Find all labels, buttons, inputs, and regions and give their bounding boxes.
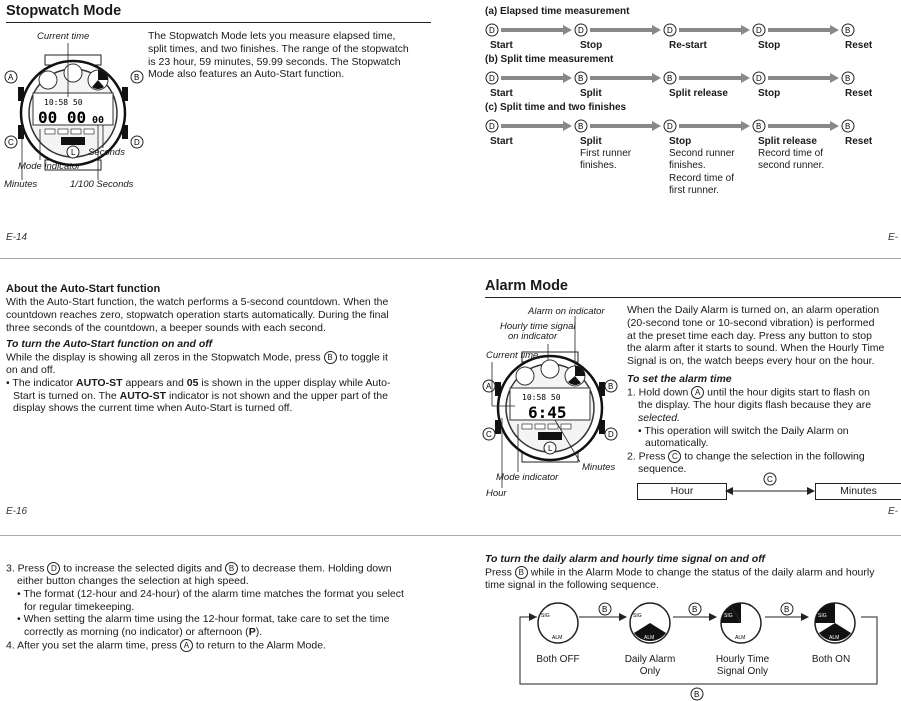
svg-text:SIG: SIG bbox=[724, 613, 733, 619]
sw-btn-c-label: C bbox=[8, 138, 14, 147]
flow-b-arrow-3 bbox=[679, 73, 750, 83]
flow-c-arrow-2 bbox=[590, 121, 661, 131]
dial-hourly-signal bbox=[721, 603, 761, 643]
flow-a-btn-label-1: D bbox=[489, 26, 495, 35]
svg-text:A: A bbox=[486, 382, 492, 391]
flow-b-arrow-2 bbox=[590, 73, 661, 83]
flow-c-arrow-4 bbox=[768, 121, 839, 131]
flow-b-step-4: Stop bbox=[758, 88, 781, 99]
flow-b-btn-label-4: D bbox=[756, 74, 762, 83]
alarm-title-rule bbox=[485, 297, 901, 298]
flow-c-btn-label-3: D bbox=[667, 122, 673, 131]
flow-c-arrow-1 bbox=[501, 121, 572, 131]
button-a-icon: A bbox=[691, 386, 704, 399]
alarm-label-hour: Hour bbox=[486, 488, 507, 499]
svg-text:ALM: ALM bbox=[644, 635, 655, 641]
flow-a-btn-label-5: B bbox=[845, 26, 851, 35]
alarm-label-alarm-on: Alarm on indicator bbox=[528, 306, 605, 317]
seq-minutes-box: Minutes bbox=[815, 483, 901, 500]
flow-c-step-2: Split First runner finishes. bbox=[580, 136, 632, 172]
autostart-subtitle: To turn the Auto-Start function on and off bbox=[6, 338, 213, 350]
flow-c-step-3: Stop Second runner finishes. Record time of first runner. bbox=[669, 136, 735, 196]
svg-text:SIG: SIG bbox=[633, 613, 642, 619]
button-b-icon: B bbox=[515, 566, 528, 579]
flow-b-step-3: Split release bbox=[669, 88, 728, 99]
alarm-set-steps: 1. Hold down A until the hour digits start to flash on the display. The hour digits flash because they are selected. • This operation will switch the Daily Alarm on automatically. 2. Press C to change the selection in the following sequence. bbox=[627, 386, 872, 476]
alarm-label-minutes: Minutes bbox=[582, 462, 616, 473]
autostart-instructions: While the display is showing all zeros in the Stopwatch Mode, press B to toggle it on and off. • The indicator AUTO-ST appears and 05 is shown in the upper display while Auto- Start is turned on. The AUTO-ST indicator is not shown and the upper part of the display shows the current time when Auto-Start is turned off. bbox=[6, 351, 391, 415]
svg-text:SIG: SIG bbox=[541, 613, 550, 619]
svg-text:ALM: ALM bbox=[829, 635, 840, 641]
alarm-display-top: 10:58 50 bbox=[522, 393, 561, 402]
button-b-icon: B bbox=[225, 562, 238, 575]
flow-b-step-1: Start bbox=[490, 88, 513, 99]
dial-both-on bbox=[815, 603, 855, 643]
flow-c-step-4: Split release Record time of second runner. bbox=[758, 136, 825, 172]
sw-display-small: 00 bbox=[92, 115, 105, 126]
button-d-icon: D bbox=[47, 562, 60, 575]
toggle-title: To turn the daily alarm and hourly time signal on and off bbox=[485, 553, 766, 565]
svg-text:B: B bbox=[602, 605, 608, 614]
sw-label-seconds: Seconds bbox=[88, 147, 125, 158]
page-divider-2 bbox=[0, 535, 901, 536]
alarm-label-hourly: Hourly time signal on indicator bbox=[500, 321, 576, 343]
flow-c-arrow-3 bbox=[679, 121, 750, 131]
state-label-3: Hourly Time Signal Only bbox=[715, 654, 770, 678]
flow-a-step-3: Re-start bbox=[669, 40, 707, 51]
flow-a-btn-label-2: D bbox=[578, 26, 584, 35]
sw-btn-a-label: A bbox=[8, 73, 14, 82]
alarm-label-current-time: Current time bbox=[486, 350, 539, 361]
flow-c-btn-label-1: D bbox=[489, 122, 495, 131]
title-rule bbox=[6, 22, 431, 23]
svg-text:L: L bbox=[548, 444, 553, 453]
flow-a-step-1: Start bbox=[490, 40, 513, 51]
flow-c-btn-label-5: B bbox=[845, 122, 851, 131]
svg-text:ALM: ALM bbox=[735, 635, 746, 641]
page-number-e-right-2: E- bbox=[888, 506, 898, 517]
svg-text:SIG: SIG bbox=[818, 613, 827, 619]
autostart-body: With the Auto-Start function, the watch performs a 5-second countdown. When the countdown reaches zero, stopwatch operation starts automatically. During the final three seconds of the countdown, a beeper sounds with each second. bbox=[6, 296, 389, 334]
flow-a-arrow-1 bbox=[501, 25, 572, 35]
flow-b-step-5: Reset bbox=[845, 88, 873, 99]
stopwatch-intro: The Stopwatch Mode lets you measure elapsed time, split times, and two finishes. The range of the stopwatch is 23 hour, 59 minutes, 59.99 seconds. The Stopwatch Mode also features an Auto-Start function. bbox=[148, 30, 409, 81]
toggle-body: Press B while in the Alarm Mode to change the status of the daily alarm and hourly time signal in the following sequence. bbox=[485, 566, 875, 592]
flow-a-btn-label-3: D bbox=[667, 26, 673, 35]
flow-a-arrow-2 bbox=[590, 25, 661, 35]
page-number-e14: E-14 bbox=[6, 232, 28, 243]
svg-text:B: B bbox=[692, 605, 698, 614]
flow-a-heading: (a) Elapsed time measurement bbox=[485, 6, 630, 17]
flow-c-heading: (c) Split time and two finishes bbox=[485, 102, 627, 113]
flow-b-heading: (b) Split time measurement bbox=[485, 54, 614, 65]
flow-a-step-2: Stop bbox=[580, 40, 603, 51]
flow-c-btn-label-2: B bbox=[578, 122, 584, 131]
page-divider-1 bbox=[0, 258, 901, 259]
flow-b-step-2: Split bbox=[580, 88, 602, 99]
svg-text:B: B bbox=[784, 605, 790, 614]
seq-hour-box: Hour bbox=[637, 483, 727, 500]
flow-b-btn-label-1: D bbox=[489, 74, 495, 83]
sw-display-main: 00 00 bbox=[38, 108, 87, 127]
flow-a-step-4: Stop bbox=[758, 40, 781, 51]
autostart-title: About the Auto-Start function bbox=[6, 283, 161, 295]
svg-text:D: D bbox=[608, 430, 614, 439]
flow-c-btn-label-4: B bbox=[756, 122, 762, 131]
stopwatch-title: Stopwatch Mode bbox=[6, 3, 122, 19]
seq-arrow bbox=[725, 470, 817, 502]
svg-text:C: C bbox=[486, 430, 492, 439]
toggle-sequence-diagram bbox=[515, 595, 901, 701]
flow-b-btn-label-3: B bbox=[667, 74, 673, 83]
alarm-label-mode-indicator: Mode indicator bbox=[496, 472, 559, 483]
page-number-e16: E-16 bbox=[6, 506, 28, 517]
flow-a-step-5: Reset bbox=[845, 40, 873, 51]
alarm-title: Alarm Mode bbox=[485, 278, 568, 294]
flow-b-arrow-1 bbox=[501, 73, 572, 83]
sw-btn-b-label: B bbox=[134, 73, 140, 82]
flow-a-arrow-3 bbox=[679, 25, 750, 35]
sw-btn-l-label: L bbox=[71, 148, 76, 157]
flow-a-arrow-4 bbox=[768, 25, 839, 35]
alarm-steps-3-4: 3. Press D to increase the selected digits and B to decrease them. Holding down either button changes the selection at high speed. • The format (12-hour and 24-hour) of the alarm time matches the format you select for regular timekeeping. • When setting the alarm time using the 12-hour format, take care to set the time correctly as morning (no indicator) or afternoon (P). 4. After you set the alarm time, press A to return to the Alarm Mode. bbox=[6, 562, 404, 652]
button-a-icon: A bbox=[180, 639, 193, 652]
sw-btn-d-label: D bbox=[134, 138, 140, 147]
sw-label-current-time: Current time bbox=[37, 31, 90, 42]
button-b-icon: B bbox=[324, 351, 337, 364]
flow-b-btn-label-5: B bbox=[845, 74, 851, 83]
flow-b-btn-label-2: B bbox=[578, 74, 584, 83]
page-number-e-right-1: E- bbox=[888, 232, 898, 243]
state-label-1: Both OFF bbox=[536, 654, 580, 665]
flow-b-arrow-4 bbox=[768, 73, 839, 83]
svg-text:B: B bbox=[694, 690, 700, 699]
svg-text:ALM: ALM bbox=[552, 635, 563, 641]
state-label-4: Both ON bbox=[811, 654, 851, 665]
sw-label-mode-indicator: Mode indicator bbox=[18, 161, 81, 172]
alarm-display-main: 6:45 bbox=[528, 403, 567, 422]
flow-a-btn-label-4: D bbox=[756, 26, 762, 35]
flow-c-step-1: Start bbox=[490, 136, 513, 147]
seq-btn-label: C bbox=[767, 475, 773, 484]
button-c-icon: C bbox=[668, 450, 681, 463]
sw-label-minutes: Minutes bbox=[4, 179, 38, 190]
state-label-2: Daily Alarm Only bbox=[624, 654, 676, 678]
dial-daily-alarm bbox=[630, 603, 670, 643]
dial-both-off bbox=[538, 603, 578, 643]
flow-c-step-5: Reset bbox=[845, 136, 873, 147]
svg-text:B: B bbox=[608, 382, 614, 391]
alarm-intro: When the Daily Alarm is turned on, an alarm operation (20-second tone or 10-second vibration) is performed at the preset time each day. Press any button to stop the alarm after it starts to sound. When the Hourly Time Signal is on, the watch beeps every hour on the hour. bbox=[627, 304, 885, 368]
alarm-set-title: To set the alarm time bbox=[627, 373, 732, 385]
sw-label-hundredths: 1/100 Seconds bbox=[70, 179, 134, 190]
sw-display-top: 10:58 50 bbox=[44, 98, 83, 107]
